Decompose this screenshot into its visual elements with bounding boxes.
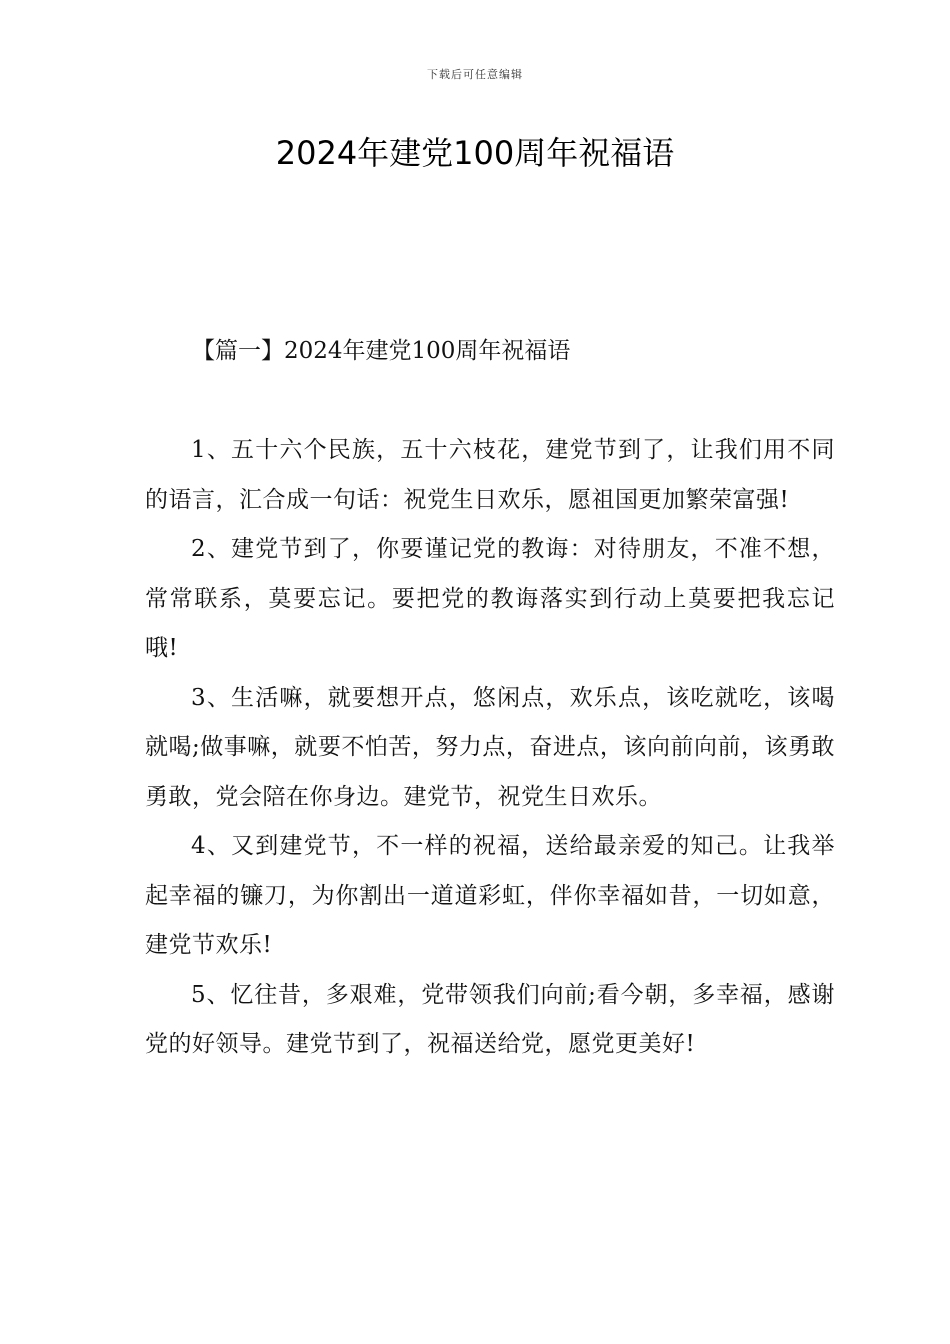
paragraph-5: 5、忆往昔，多艰难，党带领我们向前;看今朝，多幸福，感谢党的好领导。建党节到了，祝福送给党，愿党更美好! [145,981,835,1057]
header-note: 下载后可任意编辑 [427,68,523,81]
section-heading: 【篇一】2024年建党100周年祝福语 [192,338,571,364]
paragraph-3: 3、生活嘛，就要想开点，悠闲点，欢乐点，该吃就吃，该喝就喝;做事嘛，就要不怕苦，努力点，奋进点，该向前向前，该勇敢勇敢，党会陪在你身边。建党节，祝党生日欢乐。 [145,684,835,810]
paragraph-1: 1、五十六个民族，五十六枝花，建党节到了，让我们用不同的语言，汇合成一句话：祝党生日欢乐，愿祖国更加繁荣富强! [145,437,835,513]
document-body [145,426,835,1070]
paragraph-2: 2、建党节到了，你要谨记党的教诲：对待朋友，不准不想，常常联系，莫要忘记。要把党的教诲落实到行动上莫要把我忘记哦! [145,536,835,661]
paragraph-4: 4、又到建党节，不一样的祝福，送给最亲爱的知己。让我举起幸福的镰刀，为你割出一道道彩虹，伴你幸福如昔，一切如意，建党节欢乐! [145,833,835,958]
document-title: 2024年建党100周年祝福语 [275,134,675,172]
